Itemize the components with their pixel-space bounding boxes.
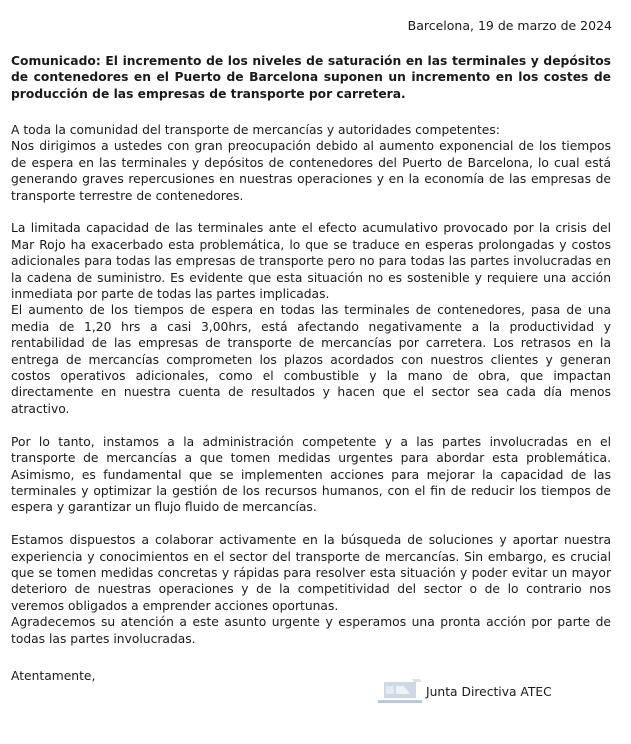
letter-title: Comunicado: El incremento de los niveles de saturación en las terminales y depósitos de contenedores en el Puerto de Barcelona suponen un incremento en los costes de producción de las empresas de transporte por carretera. bbox=[11, 54, 611, 101]
paragraph-greeting: A toda la comunidad del transporte de mercancías y autoridades competentes: bbox=[11, 123, 500, 137]
paragraph-waiting-times: El aumento de los tiempos de espera en todas las terminales de contenedores, pasa de una media de 1,20 hrs a casi 3,00hrs, está afectando negativamente a la productividad y rentabilidad de las empresas de transporte de mercancías por carretera. Los retrasos en la entrega de mercancías comprometen los plazos acordados con nuestros clientes y generan costos operativos adicionales, como el combustible y la mano de obra, que impactan directamente en nuestra cuenta de resultados y hacen que el sector sea cada día menos atractivo. bbox=[11, 303, 611, 416]
signature-text: Junta Directiva ATEC bbox=[426, 685, 552, 699]
letter-body bbox=[11, 122, 611, 647]
paragraph-collaboration: Estamos dispuestos a colaborar activamente en la búsqueda de soluciones y aportar nuestra experiencia y conocimientos en el sector del transporte de mercancías. Sin embargo, es crucial que se tomen medidas concretas y rápidas para resolver esta situación y poder evitar un mayor deterioro de nuestras operaciones y de la competitividad del sector o de lo contrario nos veremos obligados a emprender acciones oportunas. bbox=[11, 533, 611, 613]
paragraph-capacity: La limitada capacidad de las terminales ante el efecto acumulativo provocado por la crisis del Mar Rojo ha exacerbado esta problemática, lo que se traduce en esperas prolongadas y costos adicionales para todas las empresas de transporte pero no para todas las partes involucradas en la cadena de suministro. Es evidente que esta situación no es sostenible y requiere una acción inmediata por parte de todas las partes implicadas. bbox=[11, 221, 611, 302]
paragraph-intro: Nos dirigimos a ustedes con gran preocupación debido al aumento exponencial de los tiempos de espera en las terminales y depósitos de contenedores del Puerto de Barcelona, lo cual está generando graves repercusiones en nuestras operaciones y en la economía de las empresas de transporte terrestre de contenedores. bbox=[11, 139, 611, 203]
truck-logo-icon bbox=[376, 676, 424, 706]
closing-salutation: Atentamente, bbox=[11, 669, 96, 683]
paragraph-call-to-action: Por lo tanto, instamos a la administración competente y a las partes involucradas en el transporte de mercancías a que tomen medidas urgentes para abordar esta problemática. Asimismo, es fundamental que se implementen acciones para mejorar la capacidad de las terminales y optimizar la gestión de los recursos humanos, con el fin de reducir los tiempos de espera y garantizar un flujo fluido de mercancías. bbox=[11, 434, 611, 515]
paragraph-thanks: Agradecemos su atención a este asunto urgente y esperamos una pronta acción por parte de todas las partes involucradas. bbox=[11, 615, 611, 646]
letter-date: Barcelona, 19 de marzo de 2024 bbox=[407, 18, 612, 33]
signature-block bbox=[376, 676, 576, 706]
